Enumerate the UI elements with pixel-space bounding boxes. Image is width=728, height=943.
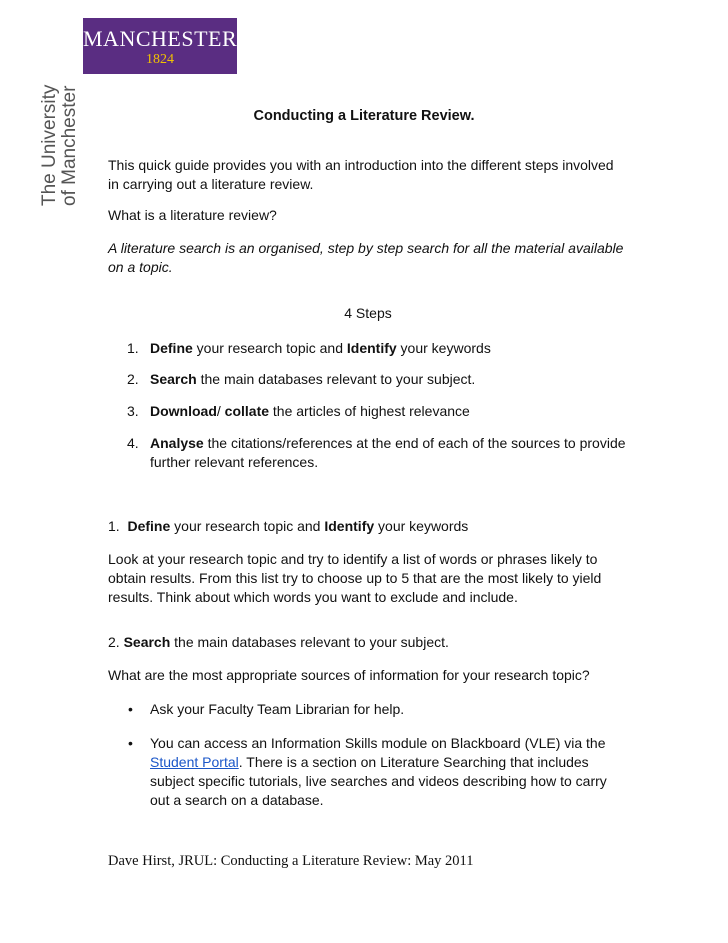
step-4-bold-1: Analyse	[150, 435, 204, 451]
section-2-bold-1: Search	[123, 634, 171, 650]
page-footer: Dave Hirst, JRUL: Conducting a Literature Review: May 2011	[108, 853, 474, 869]
section-2-number: 2.	[108, 634, 120, 650]
intro-paragraph: This quick guide provides you with an introduction into the different steps involved in carrying out a literature review.	[108, 157, 614, 192]
definition-paragraph	[108, 239, 628, 277]
vertical-name-line2: of Manchester	[59, 85, 80, 206]
step-3-text-1: /	[216, 403, 225, 419]
section-1-heading	[108, 517, 628, 536]
logo-wordmark: MANCHESTER	[83, 26, 238, 51]
section-2-heading	[108, 633, 628, 652]
step-1-text-1: your research topic and	[192, 340, 347, 356]
step-3-bold-1: Download	[150, 403, 217, 419]
step-4	[150, 434, 630, 472]
step-3	[150, 402, 630, 421]
step-1	[150, 339, 630, 358]
bullet-1-symbol: •	[128, 701, 133, 717]
step-4-number: 4.	[127, 435, 139, 451]
step-4-text-1: the citations/references at the end of each of the sources to provide further relevant references.	[150, 435, 626, 470]
section-1-body: Look at your research topic and try to identify a list of words or phrases likely to obtain results. From this list try to choose up to 5 that are the most likely to yield results. Think about which words you want to exclude and include.	[108, 551, 602, 605]
step-2-text-1: the main databases relevant to your subject.	[196, 371, 476, 387]
section-1-bold-2: Identify	[324, 518, 375, 534]
step-2	[150, 370, 630, 389]
section-2-question: What are the most appropriate sources of information for your research topic?	[108, 667, 590, 683]
section-1-bold-1: Define	[127, 518, 171, 534]
student-portal-link[interactable]: Student Portal	[150, 754, 239, 770]
question-paragraph: What is a literature review?	[108, 207, 277, 223]
logo-year: 1824	[146, 52, 174, 67]
bullet-2-text-post: . There is a section on Literature Searching that includes subject specific tutorials, live searches and videos describing how to carry out a search on a database.	[150, 754, 607, 808]
step-2-bold-1: Search	[150, 371, 197, 387]
steps-heading: 4 Steps	[344, 305, 392, 321]
section-1-text-1: your research topic and	[170, 518, 325, 534]
vertical-name-line1: The University	[39, 84, 60, 206]
section-1-number: 1.	[108, 518, 120, 534]
step-1-text-2: your keywords	[396, 340, 491, 356]
section-2-text-1: the main databases relevant to your subject.	[170, 634, 449, 650]
step-2-number: 2.	[127, 371, 139, 387]
section-1-text-2: your keywords	[374, 518, 469, 534]
step-1-bold-2: Identify	[346, 340, 397, 356]
document-title: Conducting a Literature Review.	[253, 108, 475, 124]
step-1-bold-1: Define	[150, 340, 193, 356]
step-3-bold-2: collate	[224, 403, 270, 419]
bullet-2	[150, 734, 630, 810]
definition-text: A literature search is an organised, step by step search for all the material available on a topic.	[108, 240, 624, 275]
step-3-text-2: the articles of highest relevance	[269, 403, 470, 419]
step-1-number: 1.	[127, 340, 139, 356]
bullet-2-symbol: •	[128, 735, 133, 751]
vertical-university-name	[40, 0, 80, 206]
step-3-number: 3.	[127, 403, 139, 419]
university-logo	[83, 18, 237, 74]
bullet-1: Ask your Faculty Team Librarian for help.	[150, 701, 405, 717]
bullet-2-text-pre: You can access an Information Skills module on Blackboard (VLE) via the	[150, 735, 606, 751]
